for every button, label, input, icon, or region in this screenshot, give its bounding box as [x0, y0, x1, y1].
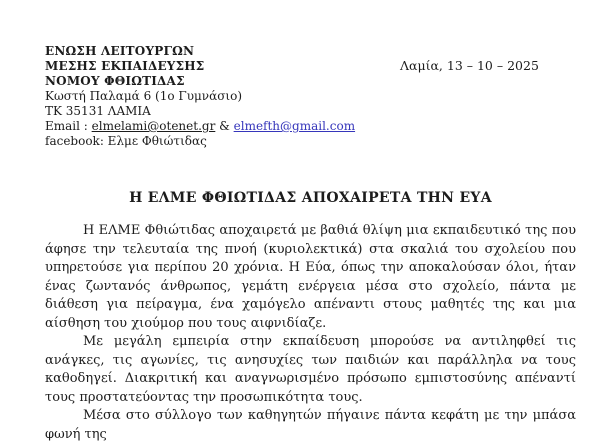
letterhead [45, 44, 576, 149]
paragraph-1: Η ΕΛΜΕ Φθιώτιδας αποχαιρετά με βαθιά θλίψη μια εκπαιδευτικό της που άφησε την τελευταία της πνοή (κυριολεκτικά) στα σκαλιά του σχολείου που υπηρετούσε για περίπου 20 χρόνια. Η Εύα, όπως την αποκαλούσαν όλοι, ήταν ένας ζωντανός άνθρωπος, γεμάτη ενέργεια μέσα στο σχολείο, πάντα με διάθεση για πείραγμα, ένα χαμόγελο απέναντι στους μαθητές της και μια αίσθηση του χιούμορ που τους αιφνιδίαζε. [45, 223, 576, 331]
org-address: Κωστή Παλαμά 6 (1ο Γυμνάσιο) [45, 89, 243, 103]
facebook-line: facebook: Ελμε Φθιώτιδας [45, 134, 207, 148]
org-name-line-3: ΝΟΜΟΥ ΦΘΙΩΤΙΔΑΣ [45, 74, 185, 88]
email-line [45, 119, 576, 134]
dateline: Λαμία, 13 – 10 – 2025 [400, 58, 539, 73]
email-separator: & [215, 119, 234, 133]
document-body [45, 222, 576, 444]
paragraph-2: Με μεγάλη εμπειρία στην εκπαίδευση μπορούσε να αντιληφθεί τις ανάγκες, τις αγωνίες, τις ανησυχίες των παιδιών και παράλληλα να τους καθοδηγεί. Διακριτική και αναγνωρισμένο πρόσωπο εμπιστοσύνης απέναντί τους προστατεύοντας την προσωπικότητα τους. [45, 334, 576, 405]
document-title: Η ΕΛΜΕ ΦΘΙΩΤΙΔΑΣ ΑΠΟΧΑΙΡΕΤΑ ΤΗΝ ΕΥΑ [129, 190, 492, 206]
org-name-line-1: ΕΝΩΣΗ ΛΕΙΤΟΥΡΓΩΝ [45, 44, 195, 58]
email-link-otenet[interactable]: elmelami@otenet.gr [91, 119, 216, 133]
org-postal-city: ΤΚ 35131 ΛΑΜΙΑ [45, 104, 151, 118]
email-label: Email : [45, 119, 92, 133]
paragraph-3: Μέσα στο σύλλογο των καθηγητών πήγαινε πάντα κεφάτη με την μπάσα φωνή της [45, 408, 576, 442]
org-name-line-2: ΜΕΣΗΣ ΕΚΠΑΙΔΕΥΣΗΣ [45, 59, 205, 73]
email-link-gmail[interactable]: elmefth@gmail.com [233, 119, 356, 133]
